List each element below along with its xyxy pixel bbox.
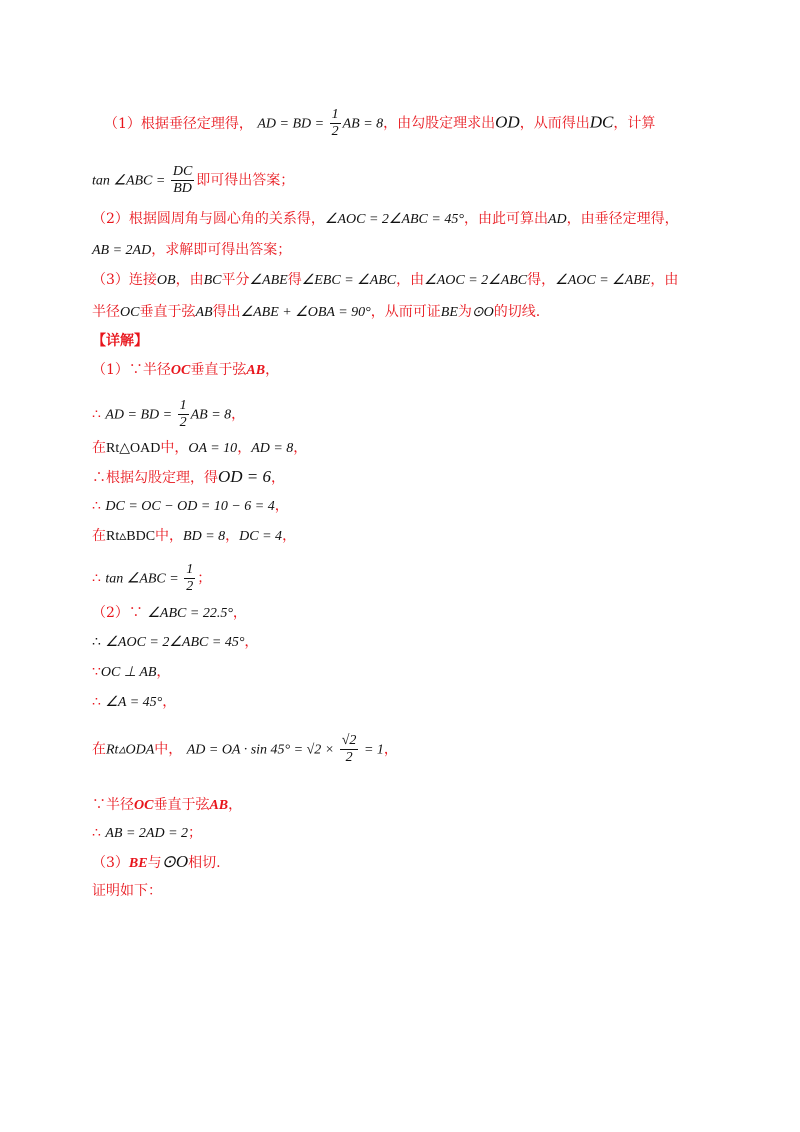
text: ，由	[650, 272, 679, 288]
s2-line-1	[92, 603, 247, 624]
text: 的切线.	[493, 304, 541, 320]
s1-line-7	[92, 562, 211, 595]
text: 垂直于弦	[139, 304, 196, 320]
s2-line-2	[92, 632, 258, 653]
s1-line-1	[92, 360, 279, 381]
math: OC	[134, 798, 154, 813]
math: ∠ABE	[249, 273, 288, 288]
s1-line-2	[92, 398, 245, 431]
text: ，	[282, 528, 297, 544]
math: BE	[128, 856, 148, 871]
text: ∴	[92, 694, 101, 710]
math: AB = 2AD	[92, 243, 152, 258]
math: AB = 8	[190, 407, 232, 423]
numerator: 1	[331, 107, 339, 122]
math: OA = 10	[188, 441, 238, 456]
text: ，由此可算出	[463, 211, 548, 227]
text: （3）连接	[92, 272, 157, 288]
text: ，	[156, 664, 171, 680]
text: ，由	[175, 272, 204, 288]
s2-line-7	[92, 823, 202, 844]
numerator: DC	[172, 164, 193, 179]
detail-heading: 【详解】	[92, 333, 148, 349]
math: ∠AOC = 2∠ABC = 45°	[105, 635, 245, 650]
text: ，	[293, 440, 308, 456]
denominator: 2	[345, 750, 353, 765]
text: 与	[147, 855, 162, 871]
math: BC	[203, 273, 222, 288]
analysis-line-5	[92, 270, 678, 291]
text: ，从而可证	[370, 304, 441, 320]
math: tan ∠ABC =	[92, 173, 169, 189]
text: 垂直于弦	[153, 797, 210, 813]
text: 平分	[221, 272, 250, 288]
denominator: BD	[173, 181, 192, 196]
fraction	[330, 107, 341, 140]
text: ，由	[396, 272, 425, 288]
text: 在	[92, 741, 106, 758]
text: 得，	[527, 272, 556, 288]
text: 中，	[155, 528, 184, 544]
text: ∴	[92, 825, 101, 841]
math: DC = OC − OD = 10 − 6 = 4	[105, 499, 275, 514]
text: ∴根据勾股定理，得	[92, 470, 218, 486]
text: 得出	[212, 304, 241, 320]
math: OB	[156, 273, 176, 288]
math: tan ∠ABC =	[105, 571, 183, 587]
denominator: 2	[186, 579, 194, 594]
math: AD = BD =	[257, 116, 328, 132]
math: ∠ABE + ∠OBA = 90°	[240, 305, 371, 320]
text: ∴	[92, 498, 101, 514]
math: Rt▵BDC	[106, 529, 156, 544]
text: ，	[225, 528, 240, 544]
math: ∠ABC = 22.5°	[147, 606, 233, 621]
math: OC	[120, 305, 140, 320]
text: ∴	[92, 406, 101, 423]
text: 在	[92, 528, 106, 544]
text: ，由勾股定理求出	[383, 115, 496, 132]
text: ∵	[92, 664, 101, 680]
text: ，计算	[613, 115, 656, 132]
text: 在	[92, 440, 106, 456]
analysis-line-4	[92, 240, 291, 261]
math: ∠EBC = ∠ABC	[301, 273, 397, 288]
fraction	[184, 562, 195, 595]
s2-line-6	[92, 795, 242, 816]
text: 中，	[154, 741, 183, 758]
text: ∴	[92, 570, 101, 587]
math: OD	[495, 112, 520, 132]
s1-line-6	[92, 526, 296, 547]
fraction	[171, 164, 194, 197]
s3-line-2: 证明如下：	[92, 883, 162, 899]
math: = 1	[360, 742, 384, 758]
fraction	[178, 398, 189, 431]
text: ，	[231, 406, 246, 423]
text: ，	[162, 694, 177, 710]
math: ∠AOC = ∠ABE	[555, 273, 651, 288]
text: 为	[457, 304, 472, 320]
math: AB	[209, 798, 229, 813]
denominator: 2	[331, 124, 339, 139]
fraction	[340, 733, 359, 766]
math: BE	[440, 305, 458, 320]
math: OC	[170, 363, 191, 378]
math: AD = OA · sin 45° = √2 ×	[186, 742, 338, 758]
text: 半径	[92, 304, 120, 320]
s2-line-4	[92, 692, 176, 713]
text: ；	[188, 825, 203, 841]
numerator: 1	[179, 398, 187, 413]
s1-line-4	[92, 467, 285, 488]
text: ∵半径	[92, 797, 134, 813]
s1-line-5	[92, 496, 289, 517]
text: （2）∵	[92, 605, 143, 621]
math: ∠AOC = 2∠ABC = 45°	[324, 212, 464, 227]
text: ，	[274, 498, 289, 514]
math: ∠AOC = 2∠ABC	[424, 273, 528, 288]
text: ，	[271, 470, 286, 486]
math: BD = 8	[183, 529, 226, 544]
analysis-line-3	[92, 209, 679, 230]
math: AD	[547, 212, 567, 227]
analysis-line-2	[92, 164, 294, 197]
math: OD = 6	[218, 467, 272, 486]
text: （1）根据垂径定理得，	[104, 115, 253, 132]
text: （2）根据圆周角与圆心角的关系得，	[92, 211, 325, 227]
text: 中，	[160, 440, 189, 456]
math: AD = 8	[251, 441, 294, 456]
math: ∠A = 45°	[105, 695, 163, 710]
circle-symbol: ⊙O	[161, 852, 189, 871]
text: ，由垂径定理得，	[566, 211, 679, 227]
s2-line-5	[92, 733, 398, 766]
math: AD = BD =	[105, 407, 176, 423]
text: ，	[383, 741, 398, 758]
text: ，从而得出	[519, 115, 590, 132]
math: AB = 8	[342, 116, 384, 132]
text: ，	[265, 362, 280, 378]
s2-line-3	[92, 662, 170, 683]
math: Rt△OAD	[106, 441, 161, 456]
math: AB = 2AD = 2	[105, 826, 189, 841]
analysis-line-1	[92, 107, 655, 140]
text: 即可得出答案；	[196, 172, 295, 189]
s3-line-1	[92, 852, 221, 874]
text: （3）	[92, 855, 129, 871]
text: ，	[232, 605, 247, 621]
math: AB	[246, 363, 266, 378]
text: ，	[244, 634, 259, 650]
text: ，	[237, 440, 252, 456]
numerator: √2	[341, 733, 357, 748]
math: DC = 4	[239, 529, 283, 544]
circle-symbol: ⊙O	[471, 305, 494, 320]
text: ∴	[92, 635, 101, 650]
text: ；	[197, 570, 212, 587]
math: Rt▵ODA	[106, 742, 155, 758]
text: 相切.	[188, 855, 221, 871]
numerator: 1	[186, 562, 194, 577]
math: OC ⊥ AB	[100, 665, 157, 680]
analysis-line-6	[92, 302, 540, 323]
text: ，求解即可得出答案；	[151, 242, 292, 258]
text: 垂直于弦	[190, 362, 247, 378]
text: ，	[228, 797, 243, 813]
denominator: 2	[179, 415, 187, 430]
text: 得	[287, 272, 302, 288]
text: （1）∵半径	[92, 362, 171, 378]
math: AB	[195, 305, 213, 320]
math: DC	[589, 112, 614, 132]
s1-line-3	[92, 438, 307, 459]
